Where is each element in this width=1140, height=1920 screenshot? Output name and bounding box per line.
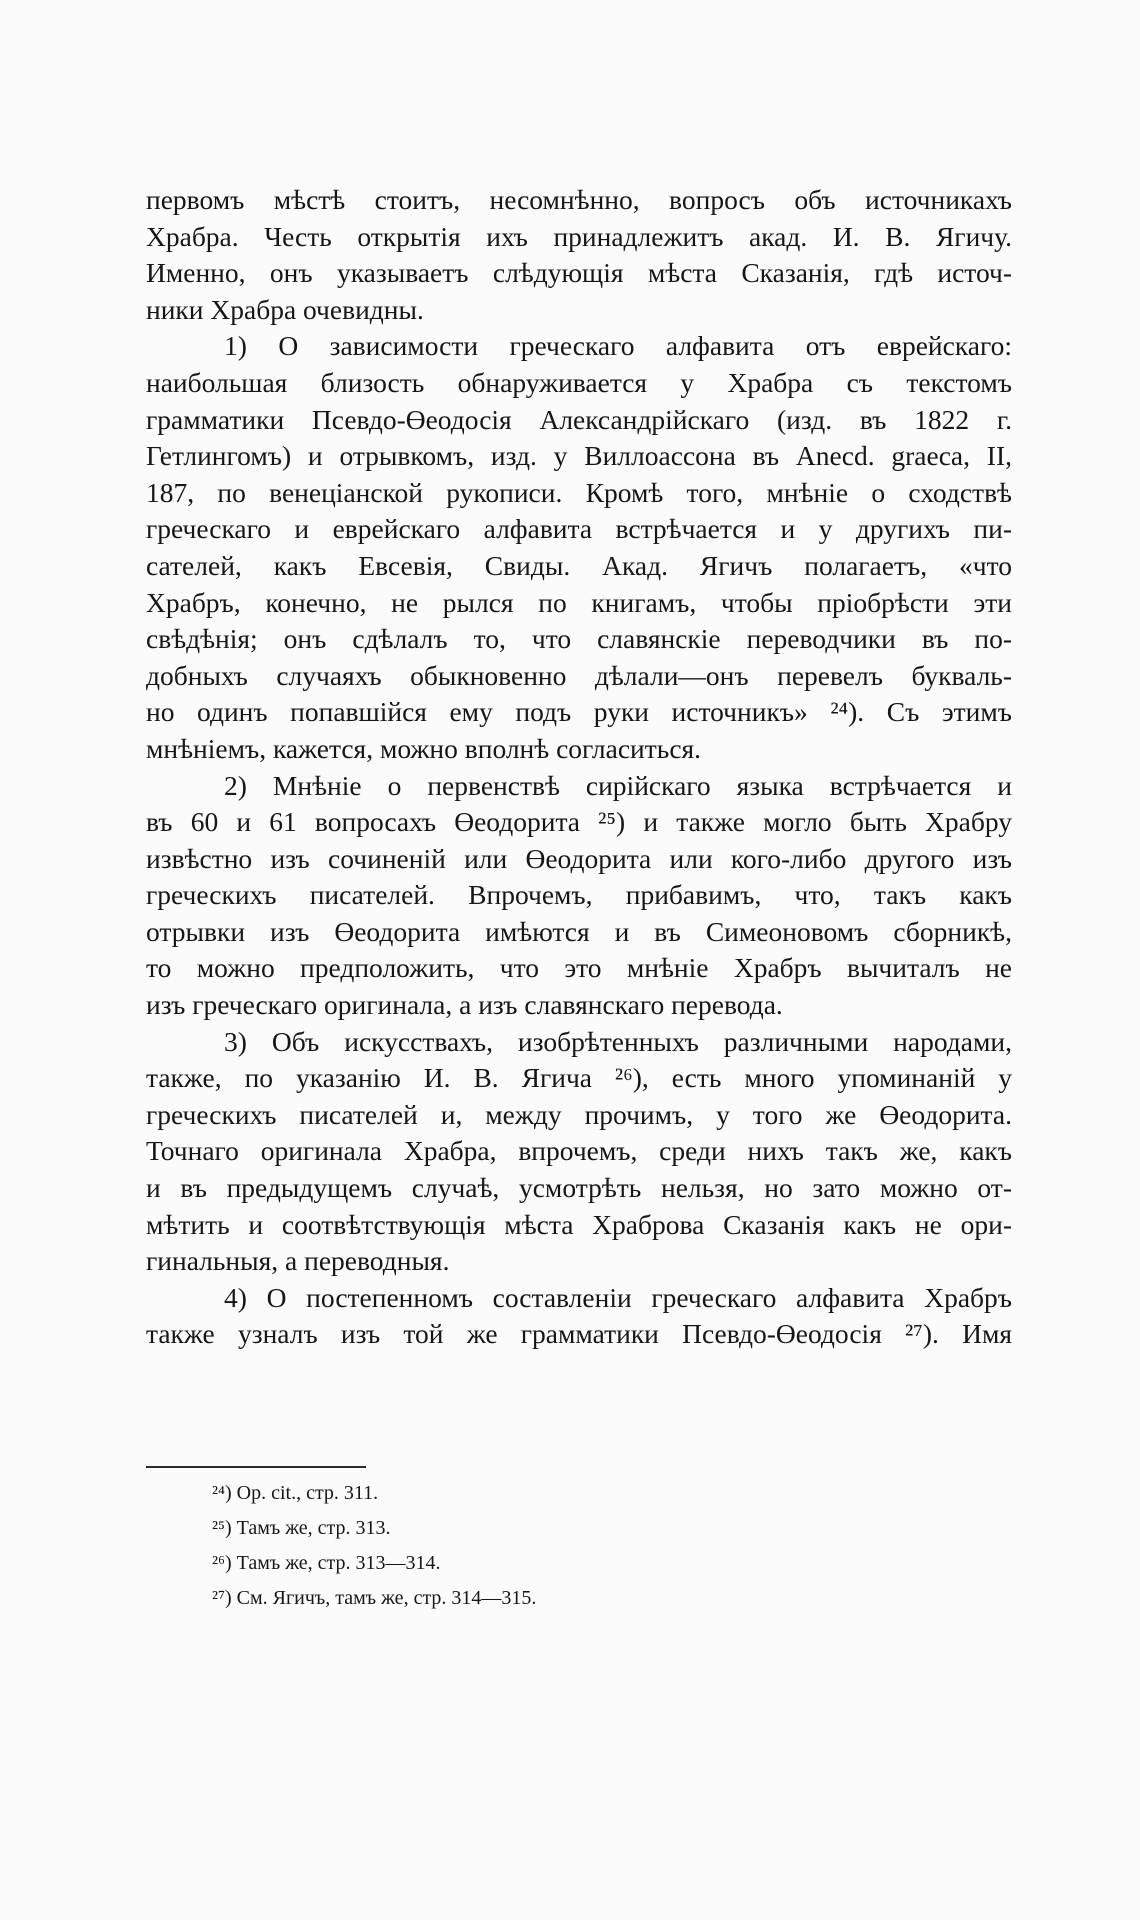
text-line: извѣстно изъ сочиненій или Өеодорита или кого-либо другого изъ [146, 842, 1012, 874]
text-line: но одинъ попавшійся ему подъ руки источникъ» ²⁴). Съ этимъ [146, 696, 1012, 728]
text-line: изъ греческаго оригинала, а изъ славянскаго перевода. [146, 989, 783, 1021]
text-line: первомъ мѣстѣ стоитъ, несомнѣнно, вопросъ объ источникахъ [146, 184, 1012, 215]
text-line: 187, по венеціанской рукописи. Кромѣ того, мнѣніе о сходствѣ [146, 476, 1012, 508]
text-line: мнѣніемъ, кажется, можно вполнѣ согласиться. [146, 732, 702, 764]
text-line: Гетлингомъ) и отрывкомъ, изд. у Виллоассона въ Anecd. graeca, II, [146, 440, 1012, 472]
text-line: добныхъ случаяхъ обыкновенно дѣлали—онъ перевелъ букваль- [146, 659, 1012, 691]
text-line: Храбръ, конечно, не рылся по книгамъ, чтобы пріобрѣсти эти [146, 586, 1012, 618]
text-line: отрывки изъ Өеодорита имѣются и въ Симеоновомъ сборникѣ, [146, 915, 1012, 947]
footnote-24: ²⁴) Op. cit., стр. 311. [212, 1482, 379, 1504]
text-line: грамматики Псевдо-Өеодосія Александрійскаго (изд. въ 1822 г. [146, 403, 1012, 435]
text-line: Именно, онъ указываетъ слѣдующія мѣста Сказанія, гдѣ источ- [146, 257, 1012, 289]
footnote-25: ²⁵) Тамъ же, стр. 313. [212, 1517, 391, 1539]
text-line: въ 60 и 61 вопросахъ Өеодорита ²⁵) и также могло быть Храбру [146, 806, 1012, 838]
footnote-divider [146, 1466, 366, 1468]
text-line: мѣтить и соотвѣтствующія мѣста Храброва Сказанія какъ не ори- [146, 1208, 1012, 1240]
text-line: наибольшая близость обнаруживается у Храбра съ текстомъ [146, 366, 1012, 398]
text-line: гинальныя, а переводныя. [146, 1245, 450, 1277]
main-text [146, 182, 1012, 1353]
text-line: греческихъ писателей. Впрочемъ, прибавимъ, что, такъ какъ [146, 879, 1012, 911]
text-line: ники Храбра очевидны. [146, 293, 424, 325]
paragraph-1-start: 1) О зависимости греческаго алфавита отъ еврейскаго: [224, 330, 1012, 362]
text-line: также, по указанію И. В. Ягича ²⁶), есть много упоминаній у [146, 1062, 1012, 1094]
footnote-27: ²⁷) См. Ягичъ, тамъ же, стр. 314—315. [212, 1587, 537, 1609]
paragraph-2-start: 2) Мнѣніе о первенствѣ сирійскаго языка встрѣчается и [224, 769, 1012, 801]
footnote-26: ²⁶) Тамъ же, стр. 313—314. [212, 1552, 441, 1574]
text-line: также узналъ изъ той же грамматики Псевдо-Өеодосія ²⁷). Имя [146, 1318, 1012, 1350]
text-line: сателей, какъ Евсевія, Свиды. Акад. Ягичъ полагаетъ, «что [146, 549, 1012, 581]
text-line: Храбра. Честь открытія ихъ принадлежитъ акад. И. В. Ягичу. [146, 220, 1012, 252]
text-line: греческаго и еврейскаго алфавита встрѣчается и у другихъ пи- [146, 513, 1012, 545]
text-line: Точнаго оригинала Храбра, впрочемъ, среди нихъ такъ же, какъ [146, 1135, 1012, 1167]
text-line: свѣдѣнія; онъ сдѣлалъ то, что славянскіе переводчики въ по- [146, 623, 1012, 655]
text-line: греческихъ писателей и, между прочимъ, у того же Өеодорита. [146, 1098, 1012, 1130]
text-line: и въ предыдущемъ случаѣ, усмотрѣть нельзя, но зато можно от- [146, 1172, 1012, 1204]
footnotes [212, 1476, 912, 1616]
paragraph-3-start: 3) Объ искусствахъ, изобрѣтенныхъ различными народами, [224, 1025, 1012, 1057]
paragraph-4-start: 4) О постепенномъ составленіи греческаго алфавита Храбръ [224, 1281, 1012, 1313]
text-line: то можно предположить, что это мнѣніе Храбръ вычиталъ не [146, 952, 1012, 984]
